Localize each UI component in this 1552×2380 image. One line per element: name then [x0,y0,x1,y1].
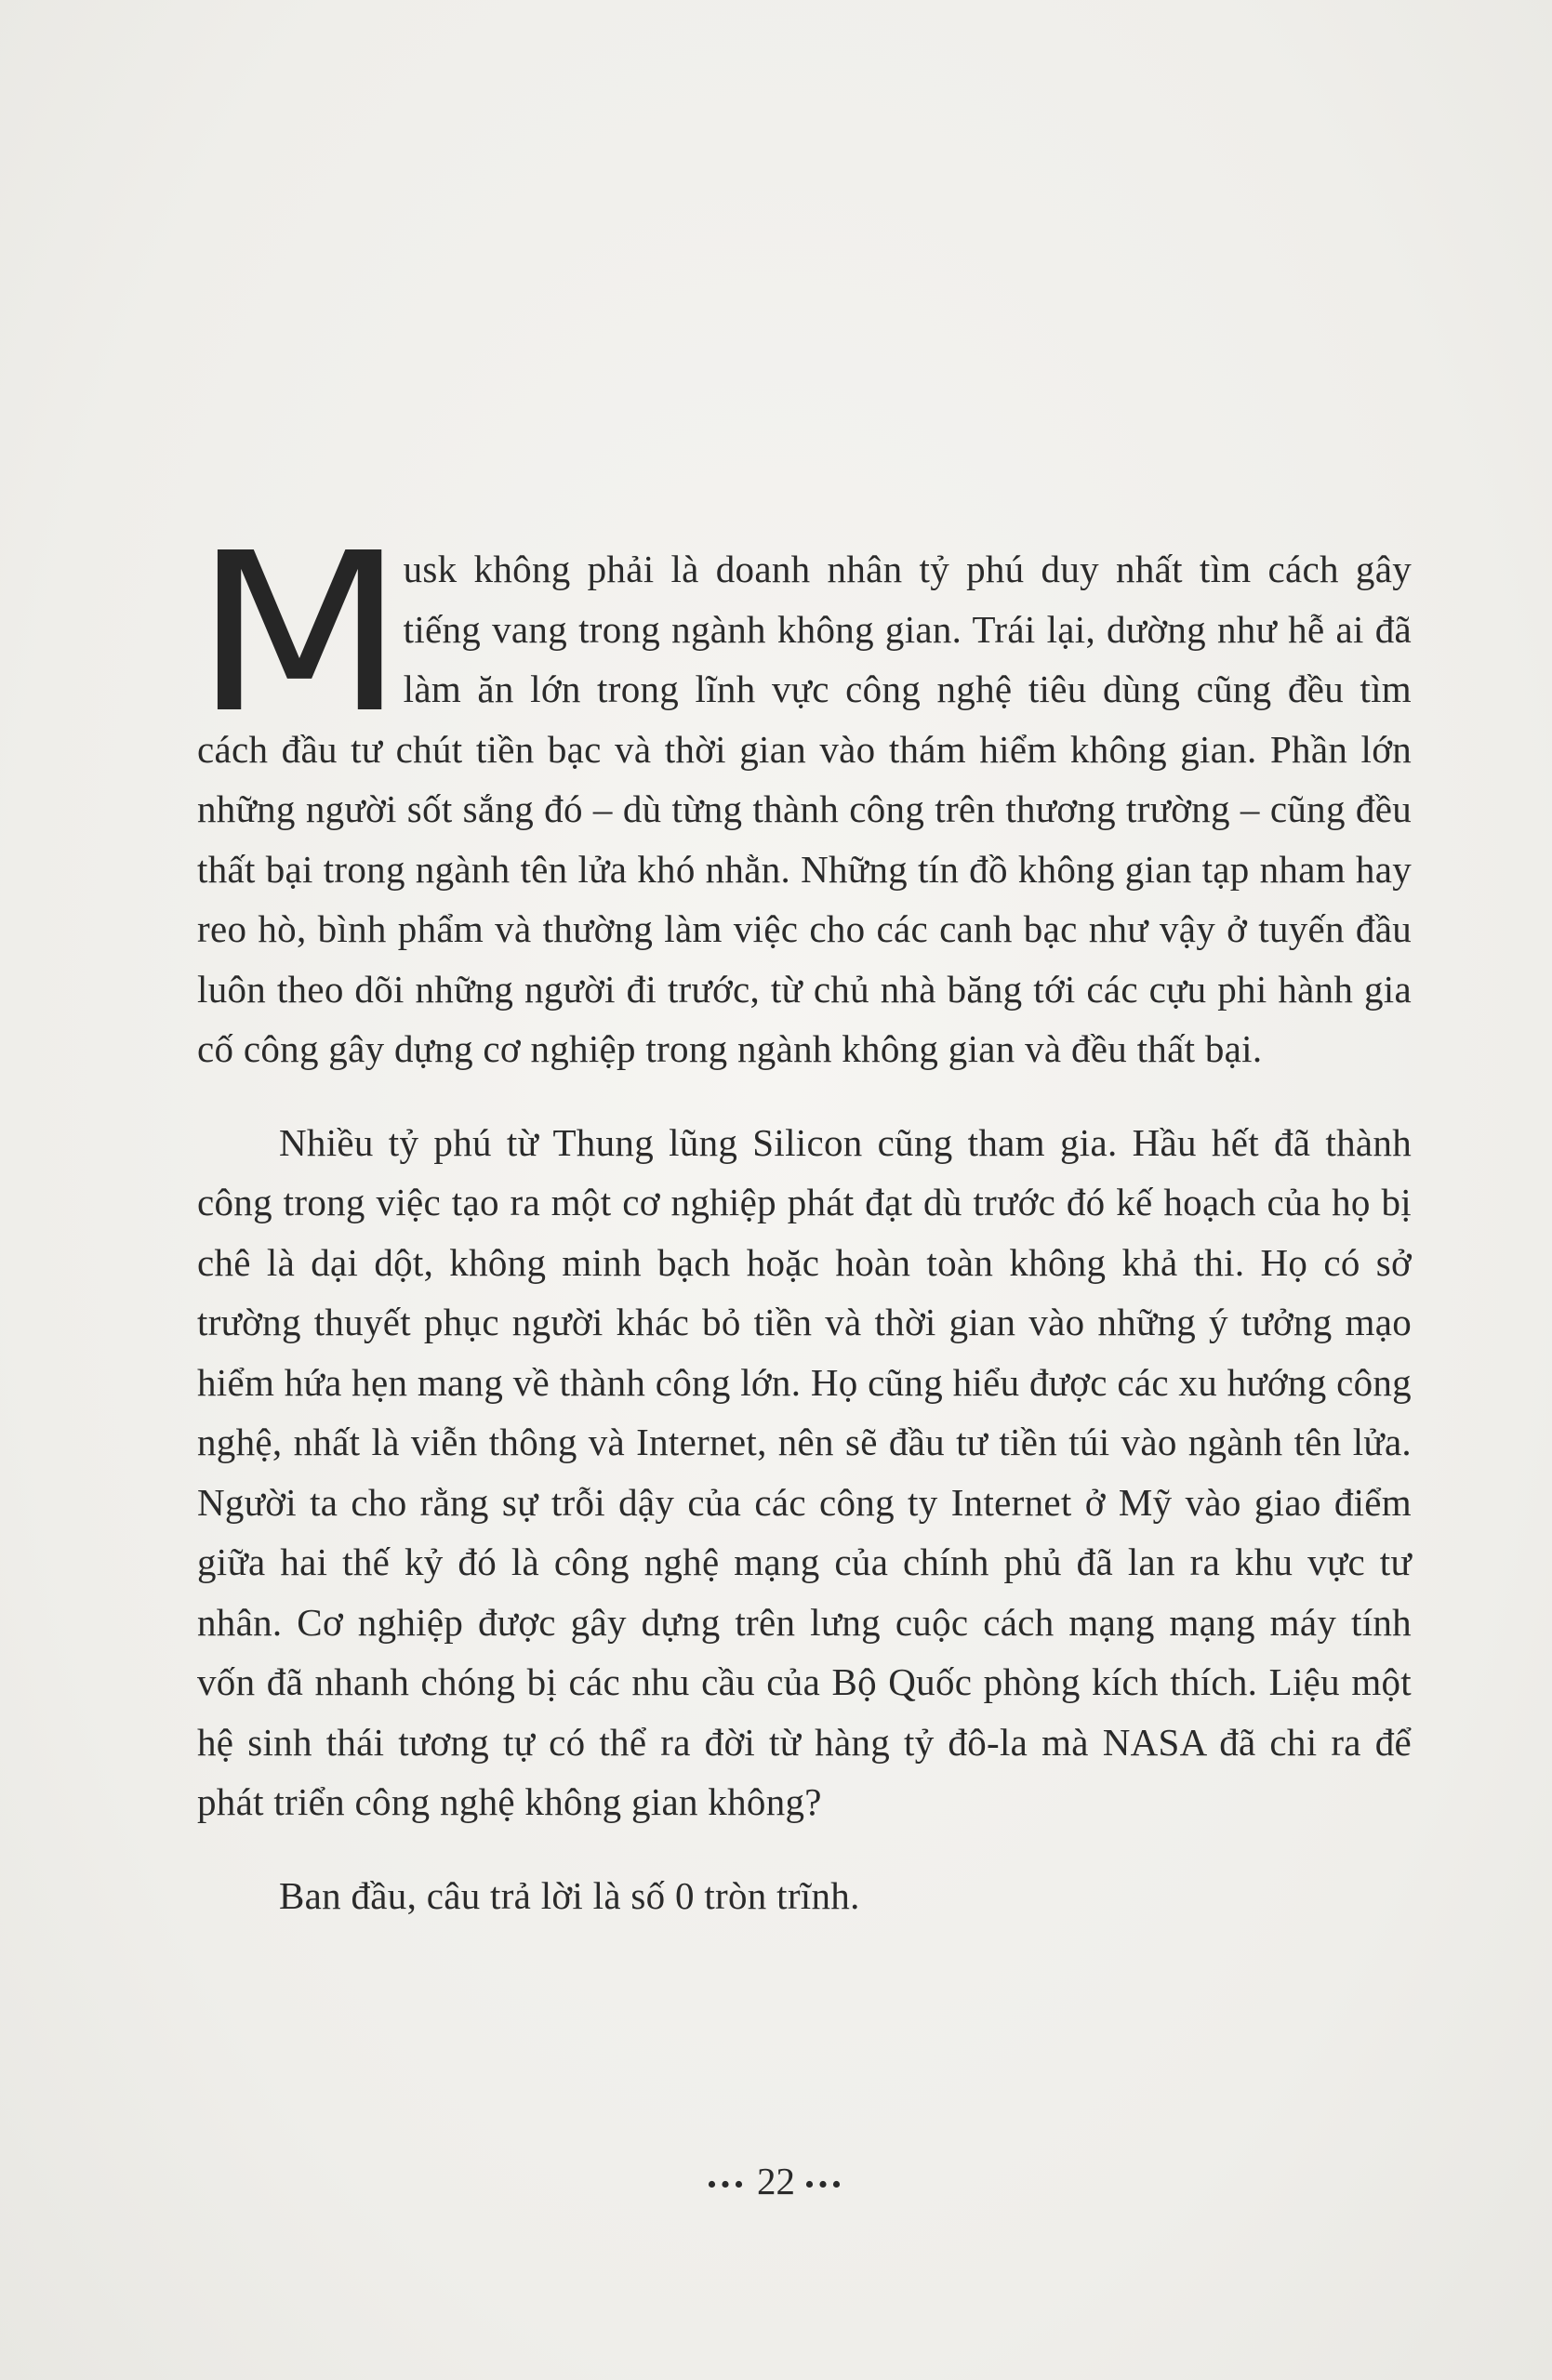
page-number: 22 [757,2160,795,2202]
paragraph-2: Nhiều tỷ phú từ Thung lũng Silicon cũng tham gia. Hầu hết đã thành công trong việc tạo ra một cơ nghiệp phát đạt dù trước đó kế hoạch của họ bị chê là dại dột, không minh bạch hoặc hoàn toàn không khả thi. Họ có sở trường thuyết phục người khác bỏ tiền và thời gian vào những ý tưởng mạo hiểm hứa hẹn mang về thành công lớn. Họ cũng hiểu được các xu hướng công nghệ, nhất là viễn thông và Internet, nên sẽ đầu tư tiền túi vào ngành tên lửa. Người ta cho rằng sự trỗi dậy của các công ty Internet ở Mỹ vào giao điểm giữa hai thế kỷ đó là công nghệ mạng của chính phủ đã lan ra khu vực tư nhân. Cơ nghiệp được gây dựng trên lưng cuộc cách mạng mạng máy tính vốn đã nhanh chóng bị các nhu cầu của Bộ Quốc phòng kích thích. Liệu một hệ sinh thái tương tự có thể ra đời từ hàng tỷ đô-la mà NASA đã chi ra để phát triển công nghệ không gian không? [197,1120,1412,1823]
paragraph-3: Ban đầu, câu trả lời là số 0 tròn trĩnh. [279,1873,860,1917]
ornament-left: ••• [707,2169,748,2201]
page-footer [0,2159,1552,2203]
body-text [193,506,1412,1959]
drop-cap: M [193,506,400,761]
paragraph-1-text: usk không phải là doanh nhân tỷ phú duy nhất tìm cách gây tiếng vang trong ngành không gian. Trái lại, dường như hễ ai đã làm ăn lớn trong lĩnh vực công nghệ tiêu dùng cũng đều tìm cách đầu tư chút tiền bạc và thời gian vào thám hiểm không gian. Phần lớn những người sốt sắng đó – dù từng thành công trên thương trường – cũng đều thất bại trong ngành tên lửa khó nhằn. Những tín đồ không gian tạp nham hay reo hò, bình phẩm và thường làm việc cho các canh bạc như vậy ở tuyến đầu luôn theo dõi những người đi trước, từ chủ nhà băng tới các cựu phi hành gia cố công gây dựng cơ nghiệp trong ngành không gian và đều thất bại. [197,548,1412,1070]
paragraph-1 [193,506,1412,1079]
ornament-right: ••• [804,2169,845,2201]
